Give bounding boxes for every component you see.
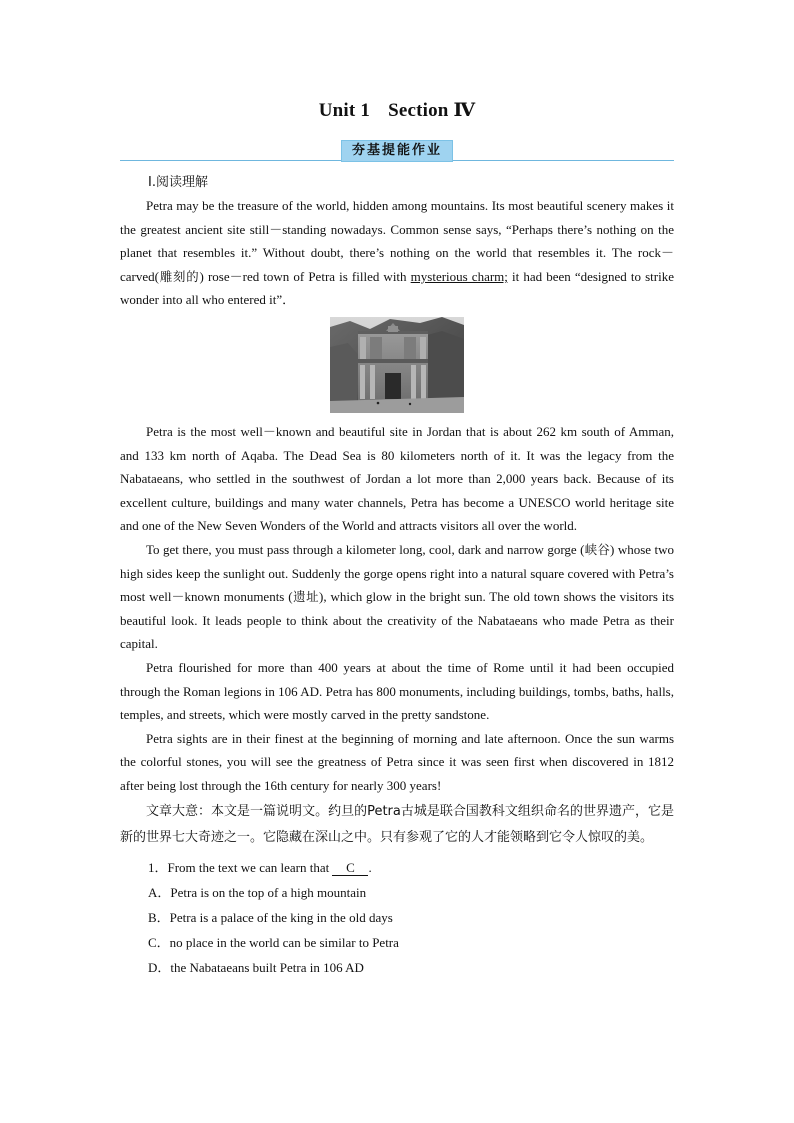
answer-blank: C <box>332 860 368 876</box>
petra-photo <box>330 317 464 413</box>
paragraph-2: Petra is the most well－known and beautiful site in Jordan that is about 262 km south of Amman, and 133 km north of Aqaba. The Dead Sea is 80 kilometers north of it. It was the legacy from the Nabataeans, who settled in the southwest of Jordan a lot more than 2,000 years back. Because of its excellent culture, buildings and many water channels, Petra has become a UNESCO world heritage site and one of the New Seven Wonders of the World and attracts visitors all over the world. <box>120 423 674 534</box>
option-a: A．Petra is on the top of a high mountain <box>148 885 367 901</box>
document-page <box>120 98 674 980</box>
page-title <box>120 98 674 124</box>
section-title: Section Ⅳ <box>388 100 476 121</box>
homework-banner: 夯基提能作业 <box>341 140 453 162</box>
paragraph-4: Petra flourished for more than 400 years at about the time of Rome until it had been occupied through the Roman legions in 106 AD. Petra has 800 monuments, including buildings, tombs, baths, halls, temples, and streets, which were mostly carved in the pretty sandstone. <box>120 659 674 723</box>
option-b: B．Petra is a palace of the king in the old days <box>148 910 393 926</box>
underlined-phrase: mysterious charm; <box>410 268 508 284</box>
paragraph-3: To get there, you must pass through a kilometer long, cool, dark and narrow gorge (峡谷) whose two high sides keep the sunlight out. Suddenly the gorge opens right into a natural square covered with Petra’s most well－known monuments (遗址), which glow in the bright sun. The old town shows the visitors its beautiful look. It leads people to think about the creativity of the Nabataeans who made Petra as their capital. <box>120 541 675 652</box>
paragraph-5: Petra sights are in their finest at the beginning of morning and late afternoon. Once the sun warms the colorful stones, you will see the greatness of Petra since it was seen first when discovered in 1812 after being lost through the 16th century for nearly 300 years! <box>120 730 674 793</box>
question-1-stem: 1．From the text we can learn that C . <box>148 860 372 876</box>
banner-row <box>120 138 674 166</box>
photo-container <box>120 317 674 413</box>
article-summary: 文章大意：本文是一篇说明文。约旦的Petra古城是联合国教科文组织命名的世界遗产，它是新的世界七大奇迹之一。它隐藏在深山之中。只有参观了它的人才能领略到它令人惊叹的美。 <box>120 804 674 846</box>
paragraph-1: Petra may be the treasure of the world, hidden among mountains. Its most beautiful scenery makes it the greatest ancient site still－standing nowadays. Common sense says, “Perhaps there’s nothing on the planet that resembles it.” Without doubt, there’s nothing on the world that resembles it. The rock－carved(雕刻的) rose－red town of Petra is filled with mysterious charm; it had been “designed to strike wonder into all who entered it”． <box>120 198 674 308</box>
option-d: D．the Nabataeans built Petra in 106 AD <box>148 960 364 976</box>
section-heading: Ⅰ.阅读理解 <box>148 175 208 190</box>
unit-title: Unit 1 <box>318 100 371 121</box>
option-c: C．no place in the world can be similar to Petra <box>148 935 399 951</box>
